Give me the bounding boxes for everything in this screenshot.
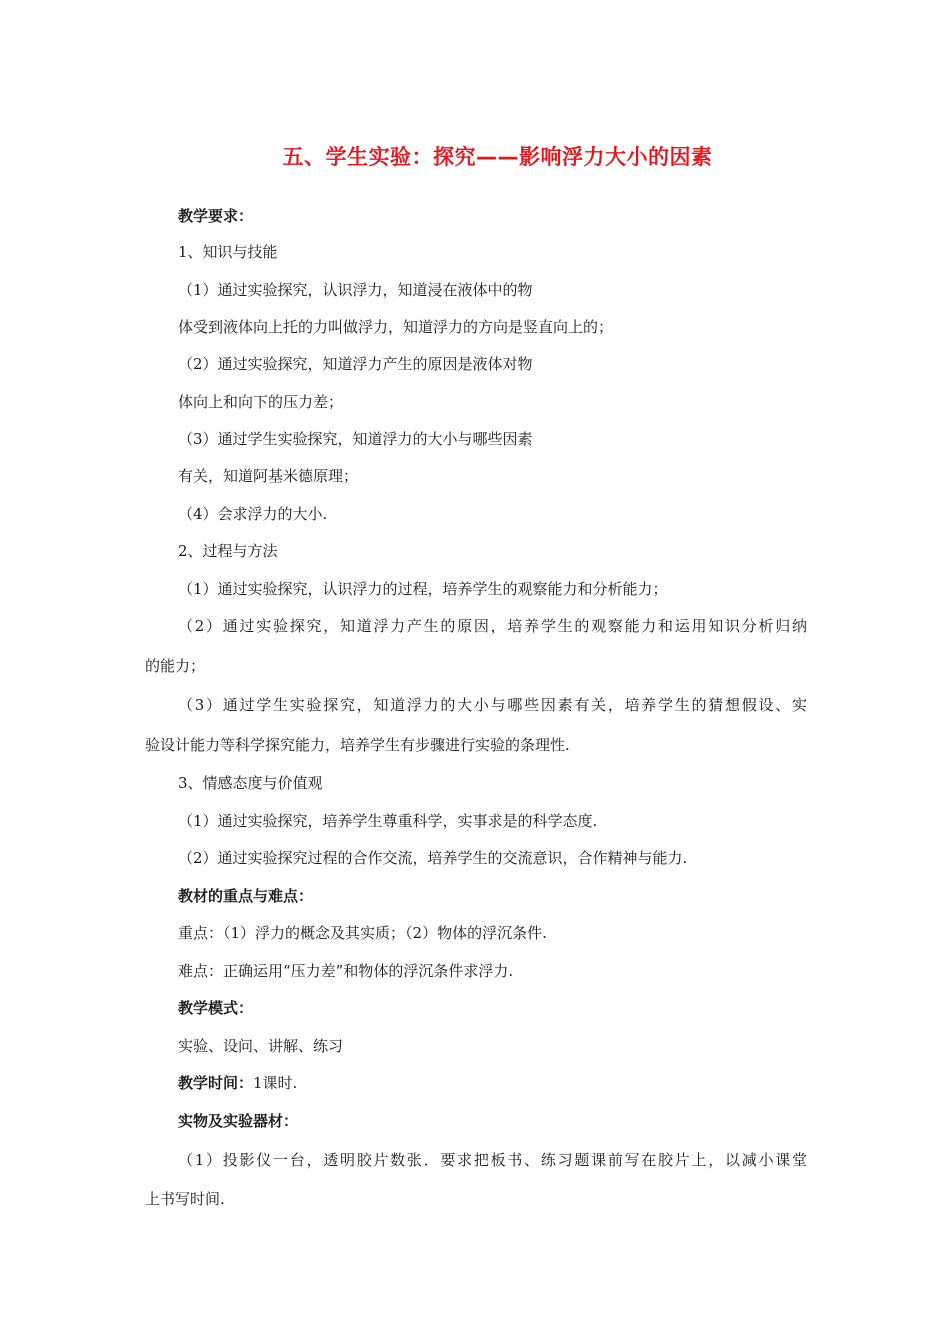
subheading-attitudes-values: 3、情感态度与价值观	[178, 774, 323, 792]
paragraph-line: （1）通过实验探究，认识浮力的过程，培养学生的观察能力和分析能力；	[178, 580, 668, 598]
paragraph-line: 上书写时间.	[145, 1190, 225, 1208]
paragraph-line: （1）投影仪一台，透明胶片数张．要求把板书、练习题课前写在胶片上，以减小课堂	[178, 1151, 807, 1169]
paragraph-line: （4）会求浮力的大小.	[178, 505, 328, 523]
heading-key-points: 教材的重点与难点：	[178, 887, 314, 905]
paragraph-line: （2）通过实验探究过程的合作交流，培养学生的交流意识，合作精神与能力.	[178, 849, 688, 867]
paragraph-line: 体向上和向下的压力差；	[178, 393, 344, 411]
paragraph-line: （3）通过学生实验探究，知道浮力的大小与哪些因素有关，培养学生的猜想假设、实	[178, 696, 807, 714]
teaching-time-value: 1课时.	[253, 1074, 298, 1092]
heading-teaching-requirements: 教学要求：	[178, 207, 254, 225]
paragraph-line: 难点：正确运用“压力差”和物体的浮沉条件求浮力.	[178, 962, 514, 980]
paragraph-line: （2）通过实验探究，知道浮力产生的原因是液体对物	[178, 355, 533, 373]
subheading-process-methods: 2、过程与方法	[178, 542, 278, 560]
heading-equipment: 实物及实验器材：	[178, 1112, 299, 1130]
paragraph-line: （1）通过实验探究，培养学生尊重科学，实事求是的科学态度.	[178, 812, 598, 830]
teaching-time-line	[178, 1073, 297, 1093]
paragraph-line: （1）通过实验探究，认识浮力，知道浸在液体中的物	[178, 281, 533, 299]
paragraph-line: 有关，知道阿基米德原理；	[178, 467, 359, 485]
document-title: 五、学生实验：探究——影响浮力大小的因素	[282, 145, 713, 169]
paragraph-line: 验设计能力等科学探究能力，培养学生有步骤进行实验的条理性.	[145, 736, 570, 754]
paragraph-line: 体受到液体向上托的力叫做浮力，知道浮力的方向是竖直向上的；	[178, 318, 614, 336]
heading-teaching-mode: 教学模式：	[178, 999, 254, 1017]
paragraph-line: （2）通过实验探究，知道浮力产生的原因，培养学生的观察能力和运用知识分析归纳	[178, 617, 807, 635]
paragraph-line: 的能力；	[145, 657, 206, 675]
paragraph-line: 重点：（1）浮力的概念及其实质；（2）物体的浮沉条件.	[178, 924, 547, 942]
subheading-knowledge-skills: 1、知识与技能	[178, 243, 278, 261]
paragraph-line: （3）通过学生实验探究，知道浮力的大小与哪些因素	[178, 430, 533, 448]
paragraph-line: 实验、设问、讲解、练习	[178, 1037, 344, 1055]
teaching-time-label: 教学时间：	[178, 1074, 254, 1092]
